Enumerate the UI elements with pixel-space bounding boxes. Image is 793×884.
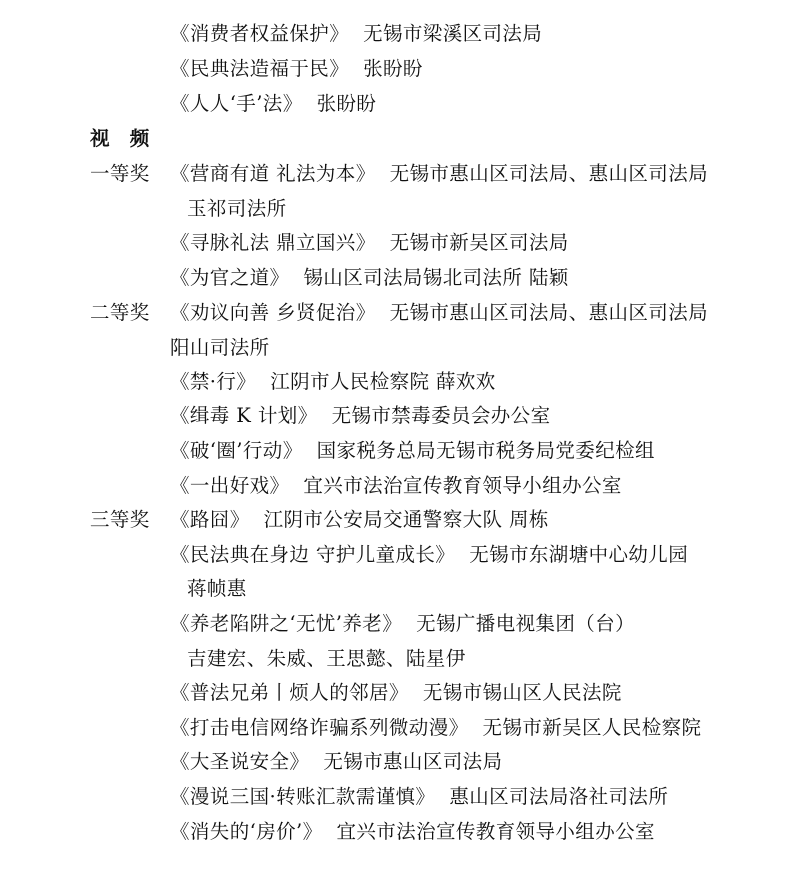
entry-org: 无锡市新吴区人民检察院 bbox=[482, 716, 702, 739]
entry-title: 《为官之道》 bbox=[170, 266, 290, 289]
list-item bbox=[170, 820, 655, 844]
entry-org: 无锡市禁毒委员会办公室 bbox=[331, 404, 551, 427]
entry-title: 《营商有道 礼法为本》 bbox=[170, 162, 376, 185]
list-item bbox=[170, 57, 423, 81]
entry-title: 《路囧》 bbox=[170, 508, 250, 531]
entry-org: 无锡市惠山区司法局、惠山区司法局 bbox=[389, 162, 709, 185]
entry-title: 《消失的‘房价’》 bbox=[170, 820, 323, 843]
list-item bbox=[170, 92, 376, 116]
entry-continuation: 阳山司法所 bbox=[170, 336, 270, 359]
list-item bbox=[170, 716, 701, 740]
list-item bbox=[170, 681, 622, 705]
list-item bbox=[170, 785, 668, 809]
list-item bbox=[170, 231, 569, 255]
list-item bbox=[170, 301, 708, 325]
prize-label-second: 二等奖 bbox=[90, 301, 150, 324]
entry-continuation: 吉建宏、朱威、王思懿、陆星伊 bbox=[187, 647, 466, 670]
list-item bbox=[170, 439, 655, 463]
prize-label-first: 一等奖 bbox=[90, 162, 150, 185]
entry-title: 《禁·行》 bbox=[170, 370, 257, 393]
list-item bbox=[170, 370, 496, 394]
list-item bbox=[170, 543, 688, 567]
entry-org: 宜兴市法治宣传教育领导小组办公室 bbox=[336, 820, 655, 843]
entry-title: 《破‘圈’行动》 bbox=[170, 439, 303, 462]
entry-title: 《民典法造福于民》 bbox=[170, 57, 350, 80]
entry-title: 《人人‘手’法》 bbox=[170, 92, 303, 115]
entry-title: 《劝议向善 乡贤促治》 bbox=[170, 301, 376, 324]
list-item bbox=[170, 612, 635, 636]
entry-org: 江阴市人民检察院 薛欢欢 bbox=[270, 370, 496, 393]
entry-title: 《普法兄弟丨烦人的邻居》 bbox=[170, 681, 409, 704]
entry-org: 宜兴市法治宣传教育领导小组办公室 bbox=[303, 474, 622, 497]
section-heading: 视 频 bbox=[90, 127, 150, 150]
entry-title: 《养老陷阱之‘无忧’养老》 bbox=[170, 612, 403, 635]
entry-org: 江阴市公安局交通警察大队 周栋 bbox=[263, 508, 549, 531]
entry-title: 《大圣说安全》 bbox=[170, 750, 310, 773]
entry-title: 《消费者权益保护》 bbox=[170, 22, 350, 45]
entry-org: 张盼盼 bbox=[316, 92, 377, 115]
entry-title: 《打击电信网络诈骗系列微动漫》 bbox=[170, 716, 469, 739]
entry-title: 《漫说三国·转账汇款需谨慎》 bbox=[170, 785, 436, 808]
entry-org: 无锡市锡山区人民法院 bbox=[422, 681, 622, 704]
entry-org: 无锡市新吴区司法局 bbox=[389, 231, 569, 254]
entry-org: 无锡广播电视集团（台） bbox=[416, 612, 636, 635]
entry-org: 张盼盼 bbox=[363, 57, 423, 80]
entry-org: 国家税务总局无锡市税务局党委纪检组 bbox=[316, 439, 655, 462]
list-item bbox=[170, 404, 550, 428]
prize-label-third: 三等奖 bbox=[90, 508, 150, 531]
entry-title: 《寻脉礼法 鼎立国兴》 bbox=[170, 231, 376, 254]
list-item bbox=[170, 266, 569, 290]
entry-title: 《民法典在身边 守护儿童成长》 bbox=[170, 543, 456, 566]
entry-org: 无锡市梁溪区司法局 bbox=[363, 22, 543, 45]
entry-org: 无锡市惠山区司法局、惠山区司法局 bbox=[389, 301, 709, 324]
list-item bbox=[170, 22, 542, 46]
entry-org: 惠山区司法局洛社司法所 bbox=[449, 785, 669, 808]
entry-org: 无锡市惠山区司法局 bbox=[323, 750, 503, 773]
entry-org: 锡山区司法局锡北司法所 陆颖 bbox=[303, 266, 569, 289]
list-item bbox=[170, 508, 549, 532]
list-item bbox=[170, 750, 502, 774]
list-item bbox=[170, 474, 622, 498]
entry-continuation: 玉祁司法所 bbox=[187, 197, 287, 220]
list-item bbox=[170, 162, 708, 186]
entry-title: 《一出好戏》 bbox=[170, 474, 290, 497]
entry-org: 无锡市东湖塘中心幼儿园 bbox=[469, 543, 689, 566]
entry-title: 《缉毒 K 计划》 bbox=[170, 404, 318, 427]
entry-continuation: 蒋帧惠 bbox=[187, 577, 247, 600]
